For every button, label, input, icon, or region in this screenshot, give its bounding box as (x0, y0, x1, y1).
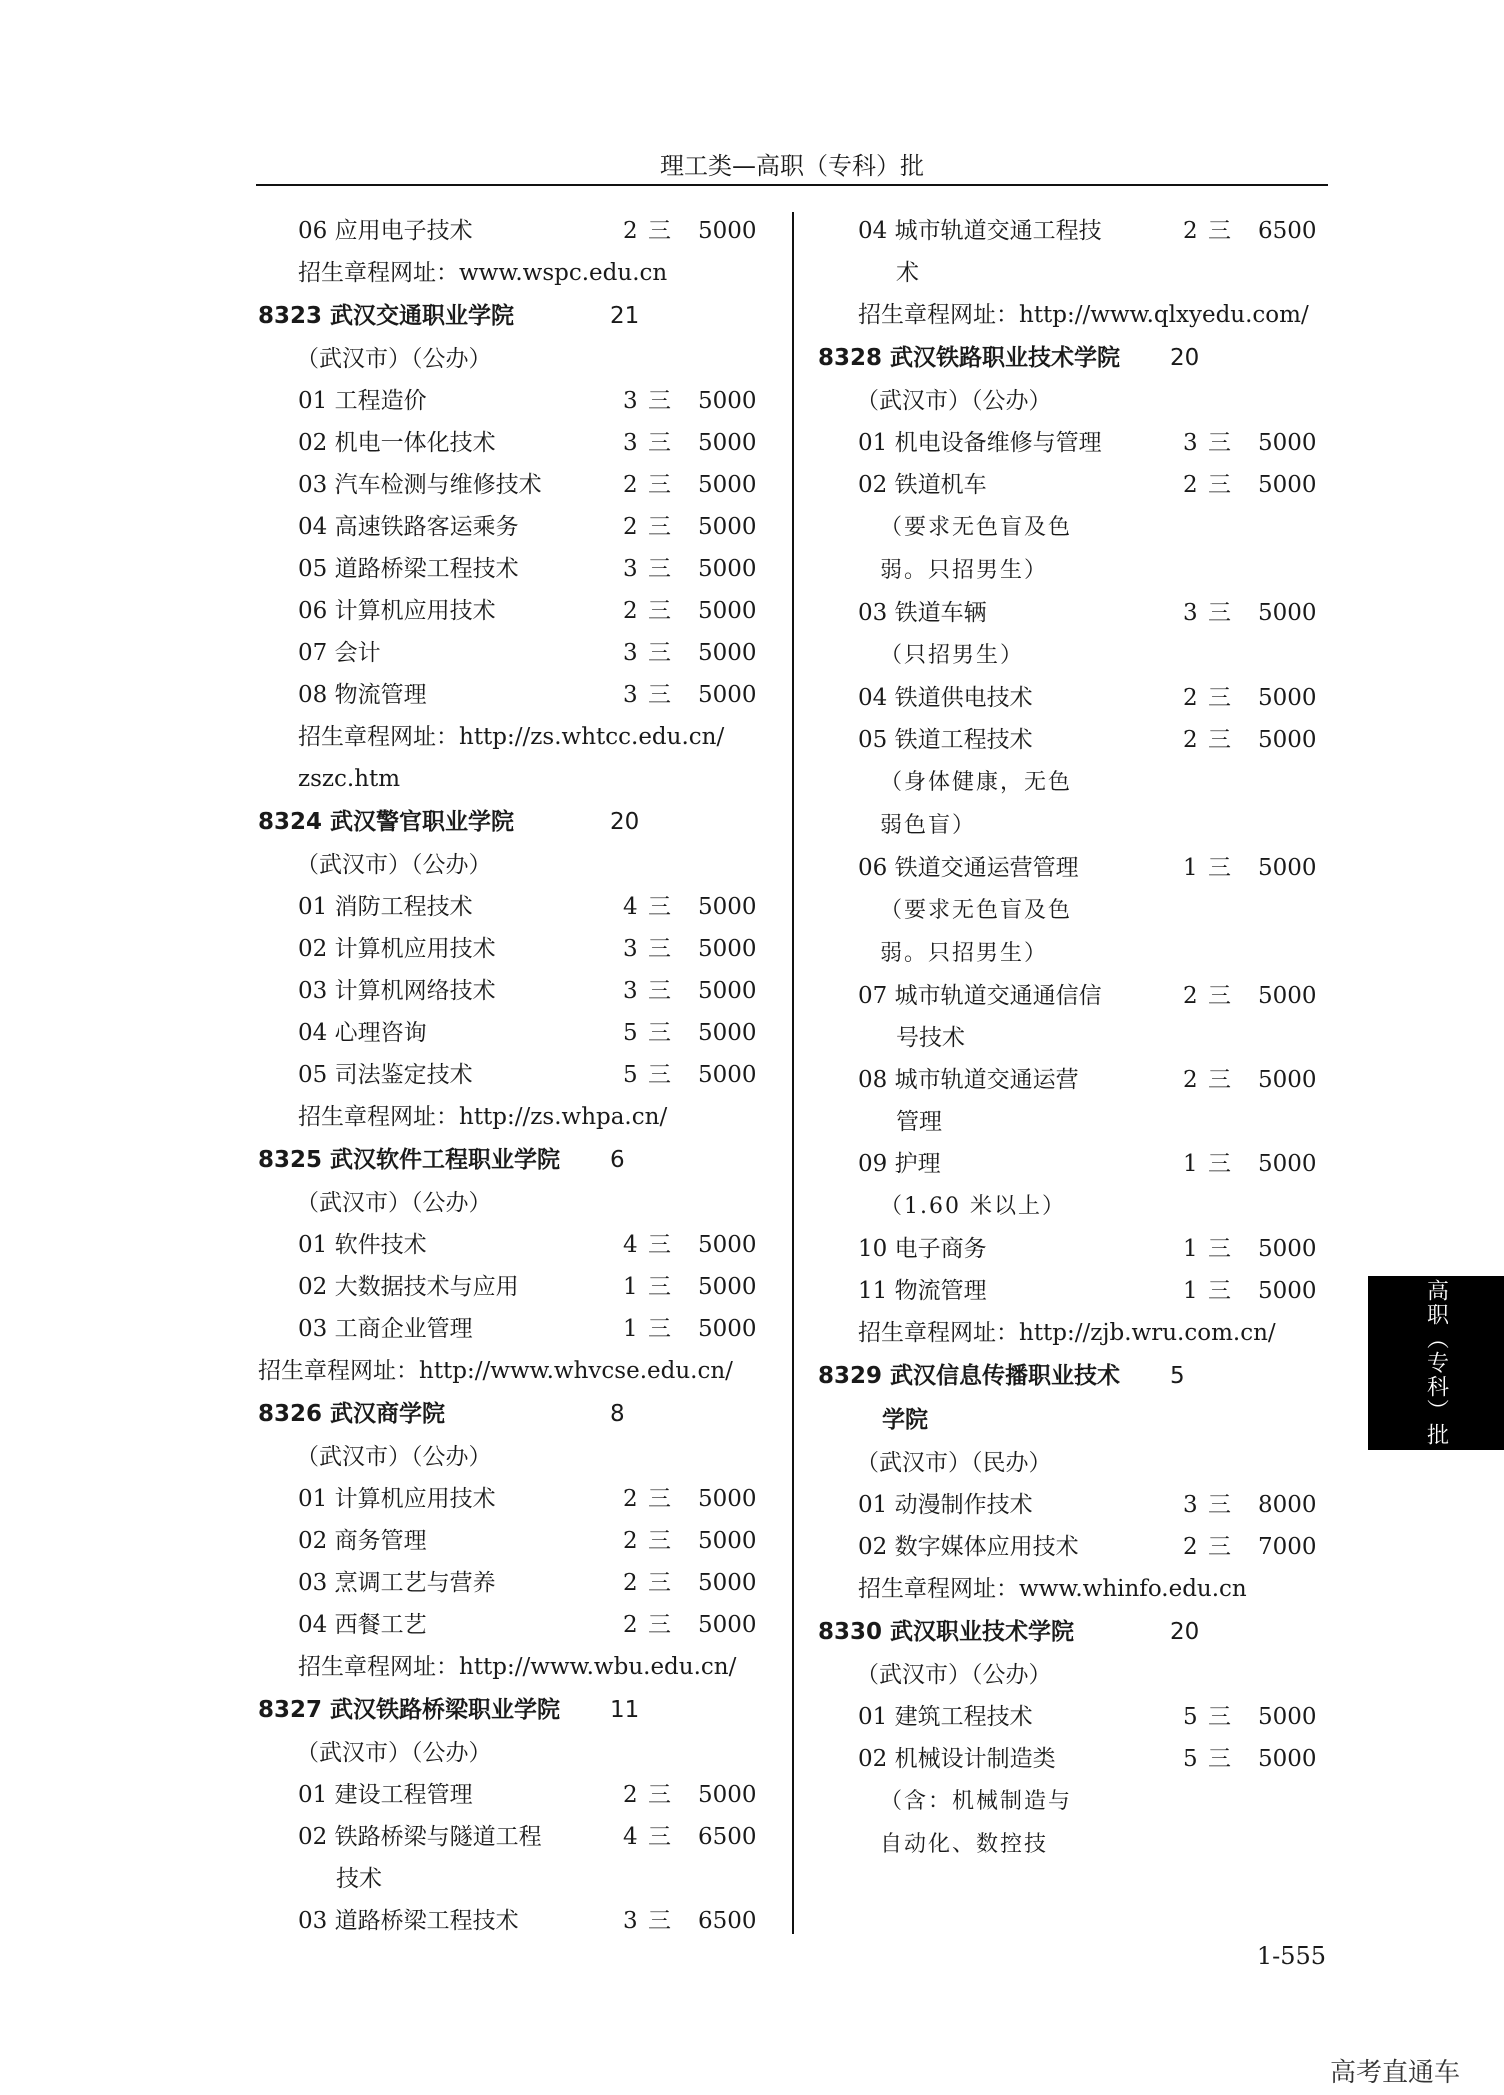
school-name: 8328 武汉铁路职业技术学院 (818, 345, 1121, 371)
enrollment-count: 4 (623, 894, 638, 920)
major-row (258, 1816, 768, 1858)
tuition-class: 三 (1208, 1492, 1231, 1518)
tuition-fee: 5000 (698, 1570, 757, 1596)
major-row (818, 1143, 1318, 1185)
note-text: 弱色盲） (880, 813, 977, 838)
url-text: zszc.htm (298, 766, 401, 792)
major-note (818, 1780, 1318, 1823)
enrollment-count: 2 (623, 1570, 638, 1596)
enrollment-count: 2 (1183, 983, 1198, 1009)
enrollment-count: 4 (623, 1232, 638, 1258)
tuition-fee: 5000 (698, 556, 757, 582)
major-row (258, 1224, 768, 1266)
major-name: 号技术 (896, 1025, 965, 1051)
major-name: 02 商务管理 (298, 1528, 427, 1554)
enrollment-count: 3 (1183, 430, 1198, 456)
major-row (258, 1012, 768, 1054)
major-name: 11 物流管理 (858, 1278, 987, 1304)
location-text: （武汉市）（民办） (856, 1450, 1052, 1476)
school-location (258, 1436, 768, 1478)
tuition-class: 三 (648, 1612, 671, 1638)
tuition-class: 三 (648, 472, 671, 498)
enrollment-count: 5 (1183, 1704, 1198, 1730)
tuition-class: 三 (648, 978, 671, 1004)
note-text: （含：机械制造与 (880, 1789, 1073, 1814)
tuition-fee: 5000 (1258, 1236, 1317, 1262)
school-entry (258, 294, 768, 338)
major-name-continuation (818, 1101, 1318, 1143)
enrollment-count: 2 (623, 514, 638, 540)
major-note (818, 634, 1318, 677)
school-name: 8323 武汉交通职业学院 (258, 303, 515, 329)
school-name: 8327 武汉铁路桥梁职业学院 (258, 1697, 561, 1723)
major-note (818, 549, 1318, 592)
tuition-class: 三 (648, 1020, 671, 1046)
major-row (258, 422, 768, 464)
tuition-fee: 5000 (1258, 855, 1317, 881)
tuition-class: 三 (648, 556, 671, 582)
major-row (818, 847, 1318, 889)
major-name: 07 会计 (298, 640, 381, 666)
url-text: 招生章程网址：www.whinfo.edu.cn (858, 1576, 1247, 1602)
tuition-class: 三 (648, 1908, 671, 1934)
enrollment-count: 2 (1183, 472, 1198, 498)
tuition-fee: 5000 (698, 514, 757, 540)
charter-url (258, 252, 768, 294)
school-entry (258, 1688, 768, 1732)
major-note (818, 761, 1318, 804)
major-name: 03 工商企业管理 (298, 1316, 473, 1342)
header-rule (256, 184, 1328, 186)
major-row (258, 632, 768, 674)
major-name: 01 工程造价 (298, 388, 427, 414)
enrollment-count: 1 (623, 1316, 638, 1342)
school-location (258, 1182, 768, 1224)
charter-url (258, 1096, 768, 1138)
school-enrollment-total: 20 (610, 809, 640, 835)
major-row (818, 1484, 1318, 1526)
tuition-class: 三 (648, 1782, 671, 1808)
major-row (258, 464, 768, 506)
major-name: 技术 (336, 1866, 382, 1892)
school-location (818, 380, 1318, 422)
major-name: 05 道路桥梁工程技术 (298, 556, 519, 582)
enrollment-count: 2 (1183, 685, 1198, 711)
url-text: 招生章程网址：http://www.qlxyedu.com/ (858, 302, 1309, 328)
enrollment-count: 2 (1183, 218, 1198, 244)
enrollment-count: 3 (623, 936, 638, 962)
major-row (258, 506, 768, 548)
school-entry (818, 1610, 1318, 1654)
major-name: 03 道路桥梁工程技术 (298, 1908, 519, 1934)
major-row (258, 1562, 768, 1604)
major-name: 03 汽车检测与维修技术 (298, 472, 542, 498)
tuition-fee: 5000 (698, 1528, 757, 1554)
enrollment-count: 2 (623, 1612, 638, 1638)
tuition-class: 三 (648, 1570, 671, 1596)
enrollment-count: 3 (623, 556, 638, 582)
location-text: （武汉市）（公办） (296, 1444, 492, 1470)
tuition-fee: 5000 (698, 598, 757, 624)
enrollment-count: 2 (623, 218, 638, 244)
tuition-class: 三 (648, 1486, 671, 1512)
tuition-class: 三 (1208, 1236, 1231, 1262)
major-name: 04 西餐工艺 (298, 1612, 427, 1638)
tuition-fee: 5000 (1258, 983, 1317, 1009)
major-name-continuation (258, 1858, 768, 1900)
tuition-class: 三 (648, 1528, 671, 1554)
major-name: 01 软件技术 (298, 1232, 427, 1258)
tuition-fee: 5000 (698, 1612, 757, 1638)
major-name: 06 应用电子技术 (298, 218, 473, 244)
major-name: 03 烹调工艺与营养 (298, 1570, 496, 1596)
school-enrollment-total: 20 (1170, 1619, 1200, 1645)
tuition-class: 三 (648, 1232, 671, 1258)
major-name: 02 大数据技术与应用 (298, 1274, 519, 1300)
major-note (818, 1185, 1318, 1228)
major-name-continuation (818, 252, 1318, 294)
major-note (818, 889, 1318, 932)
school-name-continuation (818, 1398, 1318, 1442)
school-enrollment-total: 8 (610, 1401, 625, 1427)
enrollment-count: 3 (1183, 1492, 1198, 1518)
major-row (818, 1696, 1318, 1738)
column-divider (792, 212, 794, 1934)
major-row (818, 1526, 1318, 1568)
url-text: 招生章程网址：www.wspc.edu.cn (298, 260, 668, 286)
major-name: 05 司法鉴定技术 (298, 1062, 473, 1088)
tuition-class: 三 (1208, 1534, 1231, 1560)
enrollment-count: 1 (1183, 1236, 1198, 1262)
tuition-class: 三 (648, 430, 671, 456)
major-row (818, 1270, 1318, 1312)
major-name: 10 电子商务 (858, 1236, 987, 1262)
major-name: 04 心理咨询 (298, 1020, 427, 1046)
note-text: （1.60 米以上） (880, 1194, 1066, 1219)
school-entry (258, 1138, 768, 1182)
school-name: 8324 武汉警官职业学院 (258, 809, 515, 835)
enrollment-count: 2 (623, 1528, 638, 1554)
tuition-class: 三 (648, 514, 671, 540)
enrollment-count: 2 (1183, 1067, 1198, 1093)
major-name: 07 城市轨道交通通信信 (858, 983, 1102, 1009)
tuition-fee: 5000 (1258, 600, 1317, 626)
enrollment-count: 1 (1183, 1278, 1198, 1304)
charter-url (258, 716, 768, 758)
major-name: 08 城市轨道交通运营 (858, 1067, 1079, 1093)
enrollment-count: 2 (623, 1782, 638, 1808)
tuition-class: 三 (1208, 727, 1231, 753)
tuition-fee: 5000 (698, 1274, 757, 1300)
enrollment-count: 2 (623, 598, 638, 624)
tuition-fee: 5000 (698, 978, 757, 1004)
tuition-fee: 8000 (1258, 1492, 1317, 1518)
tuition-class: 三 (1208, 1746, 1231, 1772)
tuition-fee: 5000 (698, 640, 757, 666)
major-row (258, 380, 768, 422)
major-row (258, 1478, 768, 1520)
major-name: 02 机械设计制造类 (858, 1746, 1056, 1772)
major-row (258, 1520, 768, 1562)
major-row (258, 590, 768, 632)
major-name: 管理 (896, 1109, 942, 1135)
tuition-class: 三 (648, 218, 671, 244)
enrollment-count: 2 (1183, 1534, 1198, 1560)
enrollment-count: 1 (1183, 855, 1198, 881)
tuition-fee: 5000 (698, 388, 757, 414)
major-row (258, 674, 768, 716)
enrollment-count: 3 (623, 430, 638, 456)
note-text: （身体健康，无色 (880, 770, 1073, 795)
tuition-class: 三 (648, 1824, 671, 1850)
tuition-class: 三 (1208, 685, 1231, 711)
charter-url (818, 294, 1318, 336)
section-side-tab-label: 高职（专科）批 (1423, 1279, 1449, 1447)
major-name: 01 消防工程技术 (298, 894, 473, 920)
tuition-fee: 5000 (698, 472, 757, 498)
location-text: （武汉市）（公办） (856, 388, 1052, 414)
tuition-class: 三 (1208, 472, 1231, 498)
tuition-fee: 5000 (698, 936, 757, 962)
enrollment-count: 3 (623, 640, 638, 666)
tuition-class: 三 (1208, 1278, 1231, 1304)
major-note (818, 506, 1318, 549)
major-row (818, 677, 1318, 719)
tuition-class: 三 (1208, 855, 1231, 881)
page-number: 1-555 (1256, 1942, 1326, 1970)
school-name: 8330 武汉职业技术学院 (818, 1619, 1075, 1645)
tuition-fee: 6500 (698, 1908, 757, 1934)
tuition-fee: 5000 (1258, 1704, 1317, 1730)
tuition-class: 三 (648, 682, 671, 708)
url-text: 招生章程网址：http://zs.whpa.cn/ (298, 1104, 668, 1130)
major-name: 01 建设工程管理 (298, 1782, 473, 1808)
tuition-fee: 5000 (1258, 727, 1317, 753)
watermark: 高考直通车 (1330, 2058, 1461, 2088)
major-name: 06 计算机应用技术 (298, 598, 496, 624)
tuition-fee: 5000 (1258, 685, 1317, 711)
tuition-class: 三 (648, 598, 671, 624)
major-row (818, 719, 1318, 761)
charter-url (258, 758, 768, 800)
enrollment-count: 5 (623, 1020, 638, 1046)
major-name: 04 铁道供电技术 (858, 685, 1033, 711)
url-text: 招生章程网址：http://www.wbu.edu.cn/ (298, 1654, 737, 1680)
major-name: 术 (896, 260, 919, 286)
tuition-class: 三 (1208, 1704, 1231, 1730)
major-name: 08 物流管理 (298, 682, 427, 708)
school-entry (818, 1354, 1318, 1398)
school-enrollment-total: 20 (1170, 345, 1200, 371)
enrollment-count: 3 (623, 1908, 638, 1934)
tuition-fee: 5000 (1258, 1746, 1317, 1772)
note-text: （只招男生） (880, 643, 1025, 668)
major-row (258, 970, 768, 1012)
school-enrollment-total: 11 (610, 1697, 640, 1723)
school-entry (818, 336, 1318, 380)
tuition-fee: 5000 (698, 1782, 757, 1808)
major-name: 01 计算机应用技术 (298, 1486, 496, 1512)
major-row (258, 1774, 768, 1816)
major-name: 01 动漫制作技术 (858, 1492, 1033, 1518)
right-column (818, 210, 1318, 1866)
url-text: 招生章程网址：http://www.whvcse.edu.cn/ (258, 1358, 733, 1384)
location-text: （武汉市）（公办） (296, 852, 492, 878)
major-name: 02 铁路桥梁与隧道工程 (298, 1824, 542, 1850)
school-enrollment-total: 6 (610, 1147, 625, 1173)
tuition-fee: 5000 (698, 1020, 757, 1046)
major-name: 04 高速铁路客运乘务 (298, 514, 519, 540)
school-enrollment-total: 5 (1170, 1363, 1185, 1389)
major-row (818, 1059, 1318, 1101)
note-text: 弱。只招男生） (880, 941, 1049, 966)
school-name: 8329 武汉信息传播职业技术 (818, 1363, 1121, 1389)
major-row (258, 1308, 768, 1350)
tuition-fee: 5000 (1258, 1067, 1317, 1093)
major-row (258, 548, 768, 590)
major-name: 05 铁道工程技术 (858, 727, 1033, 753)
major-row (258, 1604, 768, 1646)
enrollment-count: 2 (623, 472, 638, 498)
enrollment-count: 4 (623, 1824, 638, 1850)
enrollment-count: 3 (1183, 600, 1198, 626)
major-name: 02 铁道机车 (858, 472, 987, 498)
enrollment-count: 5 (1183, 1746, 1198, 1772)
tuition-class: 三 (648, 1274, 671, 1300)
tuition-class: 三 (1208, 1067, 1231, 1093)
tuition-class: 三 (648, 640, 671, 666)
major-name: 03 计算机网络技术 (298, 978, 496, 1004)
major-row (818, 975, 1318, 1017)
tuition-fee: 5000 (1258, 472, 1317, 498)
major-row (258, 1054, 768, 1096)
tuition-fee: 5000 (698, 1062, 757, 1088)
tuition-fee: 5000 (1258, 1278, 1317, 1304)
note-text: （要求无色盲及色 (880, 515, 1073, 540)
major-name: 02 机电一体化技术 (298, 430, 496, 456)
tuition-fee: 5000 (698, 430, 757, 456)
tuition-class: 三 (648, 1316, 671, 1342)
location-text: （武汉市）（公办） (296, 1190, 492, 1216)
major-name: 04 城市轨道交通工程技 (858, 218, 1102, 244)
location-text: （武汉市）（公办） (296, 1740, 492, 1766)
major-name: 09 护理 (858, 1151, 941, 1177)
school-location (818, 1442, 1318, 1484)
url-text: 招生章程网址：http://zs.whtcc.edu.cn/ (298, 724, 725, 750)
major-row (818, 592, 1318, 634)
url-text: 招生章程网址：http://zjb.wru.com.cn/ (858, 1320, 1276, 1346)
tuition-class: 三 (1208, 218, 1231, 244)
tuition-class: 三 (1208, 430, 1231, 456)
tuition-class: 三 (648, 388, 671, 414)
section-side-tab (1368, 1276, 1504, 1450)
enrollment-count: 3 (623, 682, 638, 708)
tuition-fee: 5000 (698, 1232, 757, 1258)
major-row (258, 1900, 768, 1942)
school-name: 学院 (882, 1407, 928, 1433)
location-text: （武汉市）（公办） (856, 1662, 1052, 1688)
note-text: 自动化、数控技 (880, 1832, 1049, 1857)
major-row (818, 1738, 1318, 1780)
enrollment-count: 2 (623, 1486, 638, 1512)
school-location (258, 844, 768, 886)
tuition-class: 三 (1208, 600, 1231, 626)
tuition-fee: 7000 (1258, 1534, 1317, 1560)
major-name: 01 建筑工程技术 (858, 1704, 1033, 1730)
school-name: 8325 武汉软件工程职业学院 (258, 1147, 561, 1173)
major-name: 02 数字媒体应用技术 (858, 1534, 1079, 1560)
page-header: 理工类—高职（专科）批 (660, 152, 924, 180)
enrollment-count: 3 (623, 388, 638, 414)
school-location (258, 338, 768, 380)
charter-url (818, 1568, 1318, 1610)
enrollment-count: 1 (1183, 1151, 1198, 1177)
major-name: 03 铁道车辆 (858, 600, 987, 626)
major-note (818, 932, 1318, 975)
tuition-class: 三 (1208, 983, 1231, 1009)
charter-url (258, 1350, 768, 1392)
school-entry (258, 1392, 768, 1436)
location-text: （武汉市）（公办） (296, 346, 492, 372)
school-name: 8326 武汉商学院 (258, 1401, 446, 1427)
tuition-fee: 5000 (698, 218, 757, 244)
school-enrollment-total: 21 (610, 303, 640, 329)
major-name-continuation (818, 1017, 1318, 1059)
tuition-fee: 5000 (698, 894, 757, 920)
major-name: 01 机电设备维修与管理 (858, 430, 1102, 456)
major-row (818, 464, 1318, 506)
tuition-class: 三 (648, 894, 671, 920)
tuition-class: 三 (648, 1062, 671, 1088)
enrollment-count: 3 (623, 978, 638, 1004)
tuition-fee: 6500 (1258, 218, 1317, 244)
charter-url (818, 1312, 1318, 1354)
tuition-fee: 5000 (1258, 430, 1317, 456)
school-location (258, 1732, 768, 1774)
tuition-fee: 5000 (698, 682, 757, 708)
enrollment-count: 5 (623, 1062, 638, 1088)
tuition-fee: 5000 (698, 1486, 757, 1512)
left-column (258, 210, 768, 1942)
charter-url (258, 1646, 768, 1688)
major-name: 02 计算机应用技术 (298, 936, 496, 962)
note-text: 弱。只招男生） (880, 558, 1049, 583)
major-row (258, 928, 768, 970)
school-location (818, 1654, 1318, 1696)
tuition-fee: 6500 (698, 1824, 757, 1850)
major-row (818, 1228, 1318, 1270)
tuition-fee: 5000 (1258, 1151, 1317, 1177)
major-row (258, 1266, 768, 1308)
major-row (818, 210, 1318, 252)
school-entry (258, 800, 768, 844)
tuition-class: 三 (1208, 1151, 1231, 1177)
major-row (258, 210, 768, 252)
major-row (258, 886, 768, 928)
major-note (818, 804, 1318, 847)
enrollment-count: 2 (1183, 727, 1198, 753)
enrollment-count: 1 (623, 1274, 638, 1300)
major-name: 06 铁道交通运营管理 (858, 855, 1079, 881)
major-note (818, 1823, 1318, 1866)
tuition-fee: 5000 (698, 1316, 757, 1342)
note-text: （要求无色盲及色 (880, 898, 1073, 923)
tuition-class: 三 (648, 936, 671, 962)
major-row (818, 422, 1318, 464)
